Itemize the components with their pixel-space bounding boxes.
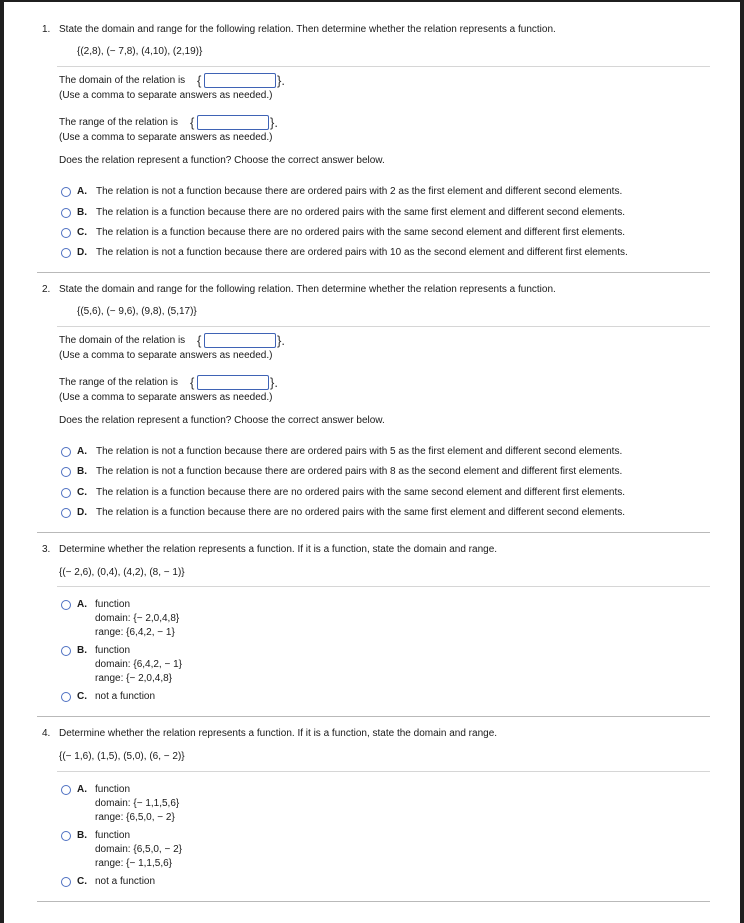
option-line: not a function xyxy=(95,876,156,887)
question-prompt: Determine whether the relation represents a function. If it is a function, state the domain and range. xyxy=(59,544,498,555)
function-question: Does the relation represent a function? Choose the correct answer below. xyxy=(59,155,385,166)
relation-set: {(− 2,6), (0,4), (4,2), (8, − 1)} xyxy=(59,567,185,578)
option-line: function xyxy=(95,599,131,610)
radio-button[interactable] xyxy=(61,692,71,702)
domain-label: The domain of the relation is xyxy=(59,335,186,346)
radio-button[interactable] xyxy=(61,600,71,610)
range-hint: (Use a comma to separate answers as needed.) xyxy=(59,392,273,403)
relation-set: {(2,8), (− 7,8), (4,10), (2,19)} xyxy=(77,46,203,57)
option-text: The relation is a function because there are no ordered pairs with the same first element and different second elements. xyxy=(96,507,626,518)
range-label: The range of the relation is xyxy=(59,377,178,388)
option-line: function xyxy=(95,784,131,795)
relation-set: {(− 1,6), (1,5), (5,0), (6, − 2)} xyxy=(59,751,185,762)
open-brace: { xyxy=(190,115,195,130)
option-letter: A. xyxy=(77,446,87,457)
domain-hint: (Use a comma to separate answers as needed.) xyxy=(59,90,273,101)
domain-label: The domain of the relation is xyxy=(59,75,186,86)
option-letter: B. xyxy=(77,466,87,477)
option-line: function xyxy=(95,830,131,841)
option-letter: C. xyxy=(77,691,87,702)
option-text: The relation is not a function because there are ordered pairs with 5 as the first element and different second elements. xyxy=(96,446,623,457)
option-letter: A. xyxy=(77,599,87,610)
range-input[interactable] xyxy=(197,375,269,390)
window-frame-left xyxy=(0,0,4,923)
divider xyxy=(57,771,710,772)
question-divider xyxy=(37,272,710,273)
radio-button[interactable] xyxy=(61,488,71,498)
question-prompt: Determine whether the relation represents a function. If it is a function, state the domain and range. xyxy=(59,728,498,739)
divider xyxy=(57,586,710,587)
option-domain: domain: {− 1,1,5,6} xyxy=(95,798,180,809)
open-brace: { xyxy=(197,333,202,348)
option-domain: domain: {− 2,0,4,8} xyxy=(95,613,180,624)
close-brace: }. xyxy=(270,375,278,390)
radio-button[interactable] xyxy=(61,208,71,218)
option-range: range: {− 2,0,4,8} xyxy=(95,673,173,684)
option-letter: D. xyxy=(77,507,87,518)
option-text: The relation is not a function because there are ordered pairs with 2 as the first element and different second elements. xyxy=(96,186,623,197)
option-domain: domain: {6,5,0, − 2} xyxy=(95,844,183,855)
relation-set: {(5,6), (− 9,6), (9,8), (5,17)} xyxy=(77,306,197,317)
radio-button[interactable] xyxy=(61,646,71,656)
question-prompt: State the domain and range for the following relation. Then determine whether the relation represents a function. xyxy=(59,24,556,35)
range-input[interactable] xyxy=(197,115,269,130)
open-brace: { xyxy=(197,73,202,88)
question-prompt: State the domain and range for the following relation. Then determine whether the relation represents a function. xyxy=(59,284,556,295)
domain-input[interactable] xyxy=(204,73,276,88)
option-letter: B. xyxy=(77,830,87,841)
question-divider xyxy=(37,532,710,533)
option-range: range: {6,4,2, − 1} xyxy=(95,627,175,638)
function-question: Does the relation represent a function? Choose the correct answer below. xyxy=(59,415,385,426)
close-brace: }. xyxy=(277,73,285,88)
option-domain: domain: {6,4,2, − 1} xyxy=(95,659,183,670)
option-range: range: {− 1,1,5,6} xyxy=(95,858,173,869)
question-number: 4. xyxy=(42,728,51,739)
question-divider xyxy=(37,901,710,902)
question-divider xyxy=(37,716,710,717)
close-brace: }. xyxy=(277,333,285,348)
option-letter: C. xyxy=(77,876,87,887)
option-line: not a function xyxy=(95,691,156,702)
option-letter: B. xyxy=(77,207,87,218)
open-brace: { xyxy=(190,375,195,390)
close-brace: }. xyxy=(270,115,278,130)
option-letter: A. xyxy=(77,784,87,795)
radio-button[interactable] xyxy=(61,831,71,841)
radio-button[interactable] xyxy=(61,508,71,518)
option-range: range: {6,5,0, − 2} xyxy=(95,812,175,823)
domain-hint: (Use a comma to separate answers as needed.) xyxy=(59,350,273,361)
radio-button[interactable] xyxy=(61,228,71,238)
option-letter: D. xyxy=(77,247,87,258)
radio-button[interactable] xyxy=(61,467,71,477)
window-frame-top xyxy=(0,0,744,2)
option-text: The relation is a function because there are no ordered pairs with the same second element and different first elements. xyxy=(96,227,626,238)
radio-button[interactable] xyxy=(61,447,71,457)
option-text: The relation is a function because there are no ordered pairs with the same second element and different first elements. xyxy=(96,487,626,498)
question-number: 3. xyxy=(42,544,51,555)
window-frame-right xyxy=(740,0,744,923)
range-label: The range of the relation is xyxy=(59,117,178,128)
question-number: 1. xyxy=(42,24,51,35)
option-text: The relation is not a function because there are ordered pairs with 8 as the second element and different first elements. xyxy=(96,466,623,477)
option-letter: B. xyxy=(77,645,87,656)
radio-button[interactable] xyxy=(61,785,71,795)
option-letter: C. xyxy=(77,487,87,498)
option-letter: A. xyxy=(77,186,87,197)
option-line: function xyxy=(95,645,131,656)
domain-input[interactable] xyxy=(204,333,276,348)
divider xyxy=(57,326,710,327)
radio-button[interactable] xyxy=(61,877,71,887)
divider xyxy=(57,66,710,67)
range-hint: (Use a comma to separate answers as needed.) xyxy=(59,132,273,143)
radio-button[interactable] xyxy=(61,187,71,197)
option-letter: C. xyxy=(77,227,87,238)
radio-button[interactable] xyxy=(61,248,71,258)
option-text: The relation is a function because there are no ordered pairs with the same first element and different second elements. xyxy=(96,207,626,218)
option-text: The relation is not a function because there are ordered pairs with 10 as the second element and different first elements. xyxy=(96,247,628,258)
question-number: 2. xyxy=(42,284,51,295)
